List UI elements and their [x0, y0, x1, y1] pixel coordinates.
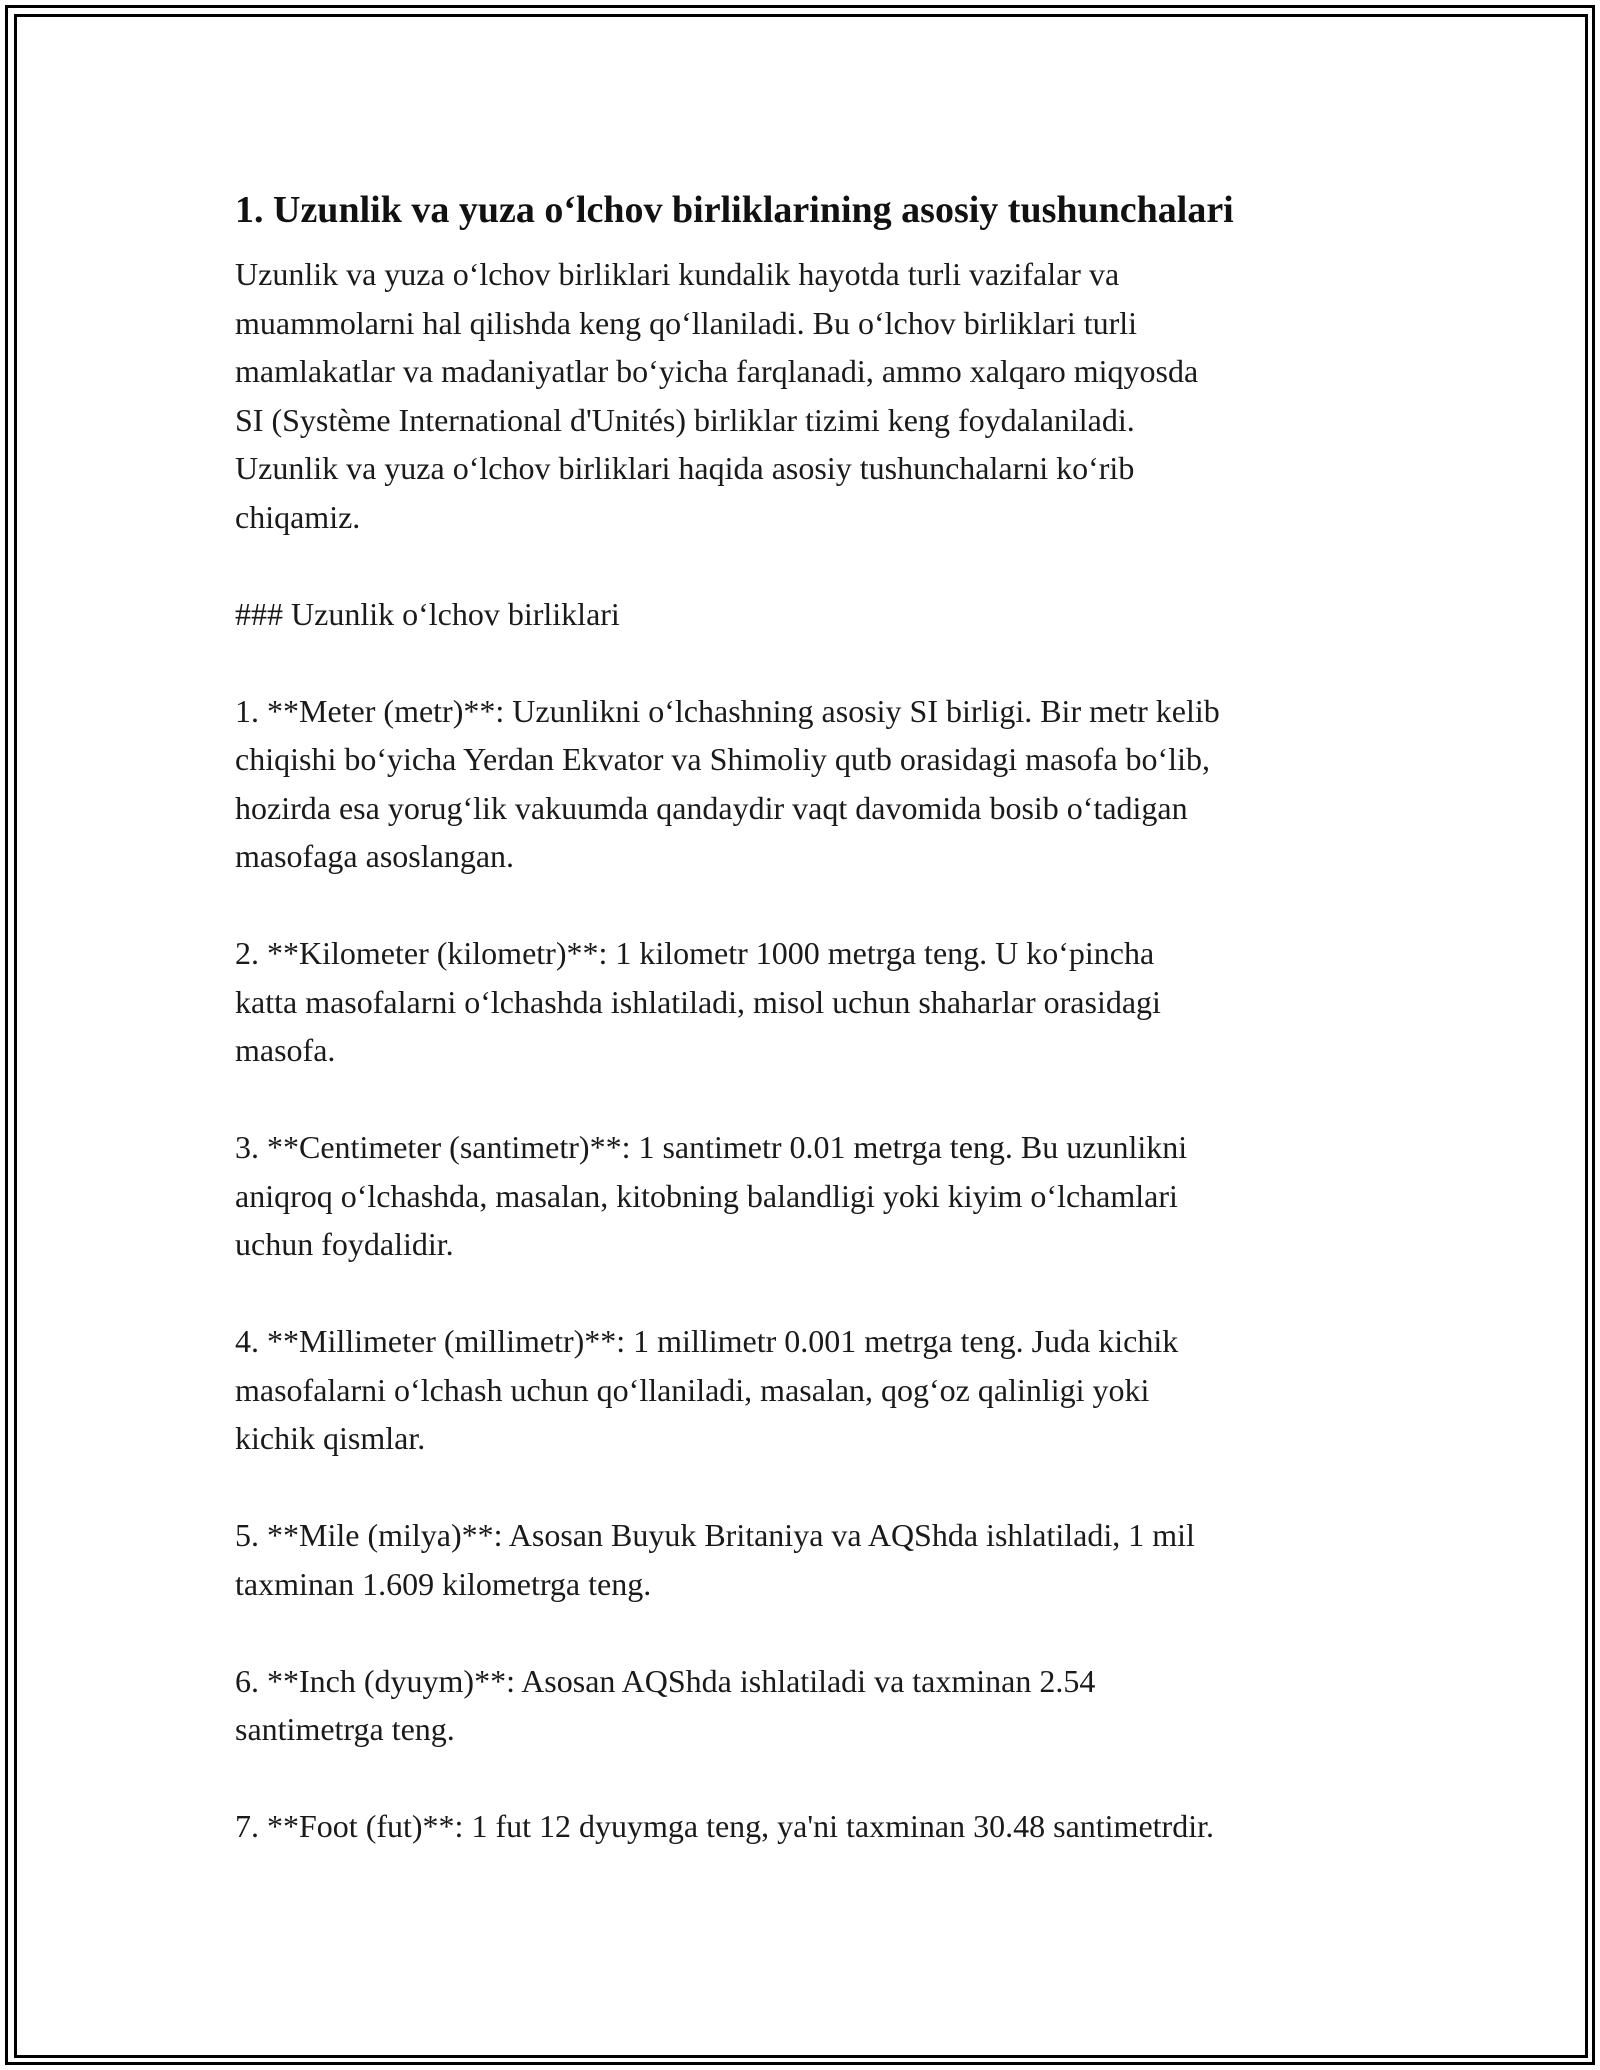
intro-paragraph: Uzunlik va yuza o‘lchov birliklari kundalik hayotda turli vazifalar va muammolarni hal qilishda keng qo‘llaniladi. Bu o‘lchov birliklari turli mamlakatlar va madaniyatlar bo‘yicha farqlanadi, ammo xalqaro miqyosda SI (Système International d'Unités) birliklar tizimi keng foydalaniladi. Uzunlik va yuza o‘lchov birliklari haqida asosiy tushunchalarni ko‘rib chiqamiz.	[235, 256, 1199, 535]
list-item-foot: 7. **Foot (fut)**: 1 fut 12 dyuymga teng, ya'ni taxminan 30.48 santimetrdir.	[235, 1808, 1214, 1844]
document-title: 1. Uzunlik va yuza o‘lchov birliklarining asosiy tushunchalari	[235, 189, 1234, 231]
list-item-kilometer: 2. **Kilometer (kilometr)**: 1 kilometr 1000 metrga teng. U ko‘pincha katta masofalarni o‘lchashda ishlatiladi, misol uchun shaharlar orasidagi masofa.	[235, 935, 1161, 1068]
list-item-inch: 6. **Inch (dyuym)**: Asosan AQShda ishlatiladi va taxminan 2.54 santimetrga teng.	[235, 1662, 1096, 1747]
list-item-centimeter: 3. **Centimeter (santimetr)**: 1 santimetr 0.01 metrga teng. Bu uzunlikni aniqroq o‘lchashda, masalan, kitobning balandligi yoki kiyim o‘lchamlari uchun foydalidir.	[235, 1129, 1188, 1262]
section-heading: ### Uzunlik o‘lchov birliklari	[235, 595, 620, 632]
list-item-millimeter: 4. **Millimeter (millimetr)**: 1 millimetr 0.001 metrga teng. Juda kichik masofalarni o‘lchash uchun qo‘llaniladi, masalan, qog‘oz qalinligi yoki kichik qismlar.	[235, 1323, 1179, 1456]
document-body	[235, 186, 1395, 1851]
list-item-meter: 1. **Meter (metr)**: Uzunlikni o‘lchashning asosiy SI birligi. Bir metr kelib chiqishi bo‘yicha Yerdan Ekvator va Shimoliy qutb orasidagi masofa bo‘lib, hozirda esa yorug‘lik vakuumda qandaydir vaqt davomida bosib o‘tadigan masofaga asoslangan.	[235, 692, 1220, 874]
list-item-mile: 5. **Mile (milya)**: Asosan Buyuk Britaniya va AQShda ishlatiladi, 1 mil taxminan 1.609 kilometrga teng.	[235, 1517, 1195, 1602]
